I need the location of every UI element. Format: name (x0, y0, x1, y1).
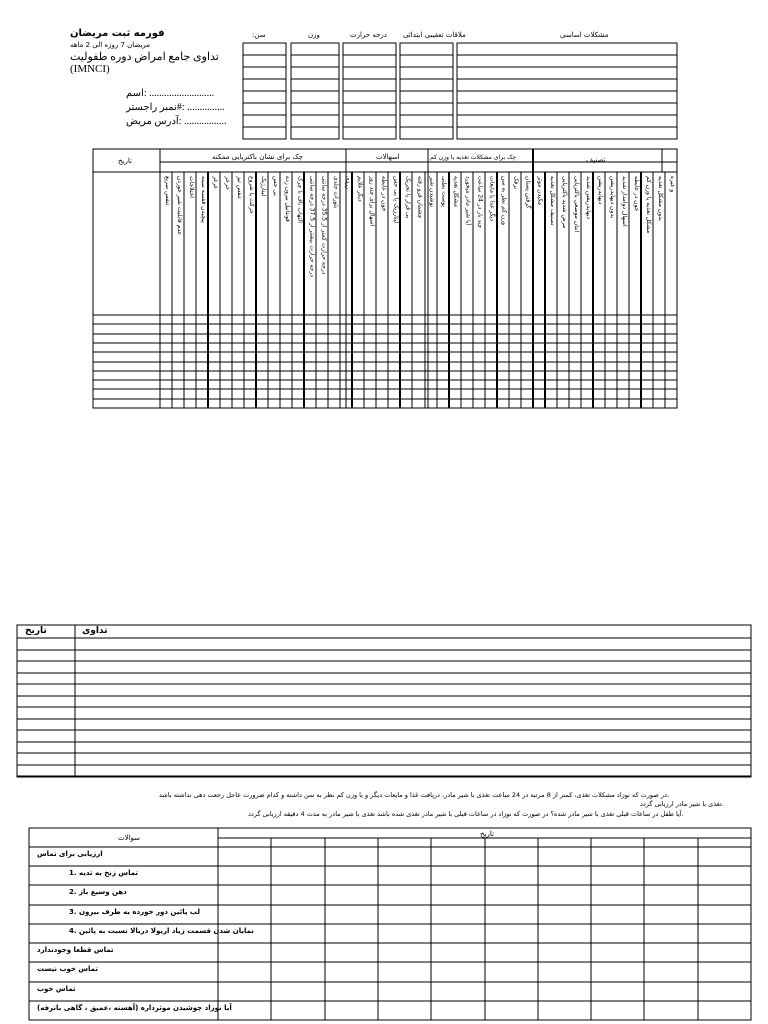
grid-column-label: وزن کم نظر به سن (500, 176, 508, 226)
treatment-table[interactable] (0, 620, 768, 780)
patient-address-field[interactable]: آدرس مریض: ................. (126, 116, 227, 127)
assessment-question: تماس قطعا وجودندارد (37, 946, 114, 955)
assessment-question: ارزیابی برای تماس (37, 850, 103, 858)
assessment-question: نمایان شدن قسمت زیاد اریولا دربالا نسبت به پائین .4 (69, 926, 254, 935)
grid-column-label: درجه حرارت بیشتر از 37.5 درجه سانتی (308, 176, 316, 277)
grid-column-label: بی قرار یا تحریک (404, 176, 412, 219)
treatment-date-header: تاریخ (25, 626, 47, 636)
grid-column-label: اختلاجات (188, 176, 196, 198)
form-title: فورمه ثبت مریضان (70, 28, 165, 39)
grid-date-header: تاریخ (118, 157, 132, 165)
program-abbr: (IMNCI) (70, 63, 110, 75)
grid-column-label: چشمان فرو رفته (416, 176, 424, 219)
grid-column-label: عدم قابلیت شیر خوردن (176, 176, 184, 236)
grid-column-label: نوشیدن شیر (428, 176, 436, 208)
grid-classify-header: تصنیف (586, 156, 606, 164)
instruction-line-3: آیا طفل در ساعات قبلی تغذی با شیر مادر شده؟ در صورت که نوزاد در ساعات قبلی با شیر مادر تغذی شده باشد تغذی با شیر مادر به مدت 4 دقیقه ارزیابی گردد. (248, 810, 684, 818)
grid-column-label: اسهال برای چند روز (368, 176, 376, 227)
grid-column-label: لیتارژیک یا بی حس (392, 176, 400, 224)
grid-column-label: چند بار در 24 ساعت (476, 176, 484, 229)
grid-column-label: دیگر علایم (356, 176, 364, 202)
register-number-field[interactable]: نمبر راجستر#: ............... (126, 102, 225, 113)
grid-column-label: لیتارژیک (260, 176, 268, 197)
grid-column-label: دیگر غذا یا مایعات (488, 176, 496, 222)
instruction-line-2: تغذی با شیر مادر ارزیابی گردد. (640, 800, 724, 808)
grid-column-label: مرض شدید باکتریایی (560, 176, 568, 229)
grid-column-label: تنفس سریع (164, 176, 172, 206)
grid-column-label: پوست بطنی (440, 176, 448, 207)
main-complaints-header: مشکلات اساسی (560, 31, 609, 39)
assessment-question: تماس خوب (37, 984, 76, 993)
grid-column-label: فونتانیل بیرون زده (284, 176, 292, 222)
grid-column-label: درجه حرارت کمتر از 35.5 درجه سانتی (320, 176, 328, 275)
grid-column-label: خون در غایطه (632, 176, 640, 212)
treatment-outer-box (17, 625, 751, 777)
temperature-header: درجه حرارت (350, 31, 387, 39)
grid-column-label: برفک (512, 176, 520, 190)
initial-referral-header: ملاقات تعقیبی ابتدائی (403, 31, 466, 39)
assessment-question: دهن وسیع باز .2 (69, 888, 127, 897)
assessment-date-header: تاریخ (480, 830, 494, 838)
grid-column-label: مشکل تغذیه یا وزن کم (644, 176, 652, 234)
program-name: تداوی جامع امراض دوره طفولیت (70, 51, 219, 63)
grid-column-label: پیچیدن قفسه سینه (200, 176, 208, 223)
assessment-question: آیا نوزاد چوشیدن موثرداره (آهسته ،عمیق ، گاهی بانرفه) (37, 1003, 232, 1012)
grid-column-label: زردی (344, 176, 352, 190)
age-header: :سن (252, 31, 266, 39)
assessment-question: لب پائین دور خورده به طرف بیرون .3 (69, 907, 200, 916)
grid-column-label: خون در غایطه (380, 176, 388, 212)
grid-column-label: مشکل تغذیه (452, 176, 460, 207)
weight-header: وزن (308, 31, 320, 39)
grid-column-label: تصنیف مشکل تغذیه (548, 176, 556, 226)
grid-column-label: دیهایدریشن (596, 176, 604, 205)
grid-column-label: بی حس (272, 176, 280, 196)
grid-column-label: حرکت یا شروع (248, 176, 256, 214)
grid-column-label: بثورات جلدی (332, 176, 340, 209)
age-range-label: مریضان 7 روزه الی 2 ماهه (70, 41, 151, 49)
instruction-line-1: در صورت که نوزاد مشکلات تغذی، کمتر از 8 مرتبه در 24 ساعت تغذی با شیر مادر، دریافت غذا و مایعات دیگر و یا وزن کم نظر به سن داشته و کدام ضرورت عاجل رجعت دهی نداشته باشد، (159, 791, 669, 799)
grid-diarrhoea-header: اسهالات (376, 153, 400, 161)
grid-column-label: و غیره (668, 176, 676, 193)
grid-column-label: خرخر (224, 176, 232, 191)
grid-feeding-header: چک برای مشکلات تغذیه یا وزن کم (430, 154, 517, 161)
grid-bacterial-header: چک برای نشان باکتریایی ممکنه (212, 153, 303, 161)
grid-column-label: اسهال دوامدار شدید (620, 176, 628, 227)
grid-column-label: گرفتن پستان (524, 176, 532, 209)
grid-column-label: دیهایدریشن شدید (584, 176, 592, 220)
assessment-questions-header: سوالات (118, 834, 141, 842)
grid-column-label: بدون دیهایدریشن (608, 176, 616, 219)
assessment-question: تماس خوب نیست (37, 965, 98, 974)
treatment-header: تداوی (82, 626, 108, 636)
patient-name-field[interactable]: اسم: .......................... (126, 88, 215, 99)
grid-column-label: غرغر (212, 176, 220, 189)
grid-column-label: بدون مشکل تغذیه (656, 176, 664, 221)
grid-column-label: مکیدن موثر (536, 176, 544, 206)
grid-column-label: آیا شیر مادر میخورد (464, 176, 472, 226)
assessment-table[interactable] (0, 820, 768, 1024)
grid-column-label: انتان موضعی باکتریایی (572, 176, 580, 233)
grid-column-label: التهاب ناف با چرک (296, 176, 304, 223)
grid-column-label: تنفس تیز (236, 176, 244, 199)
assessment-question: تماس زنخ به ثدیه .1 (69, 869, 139, 878)
